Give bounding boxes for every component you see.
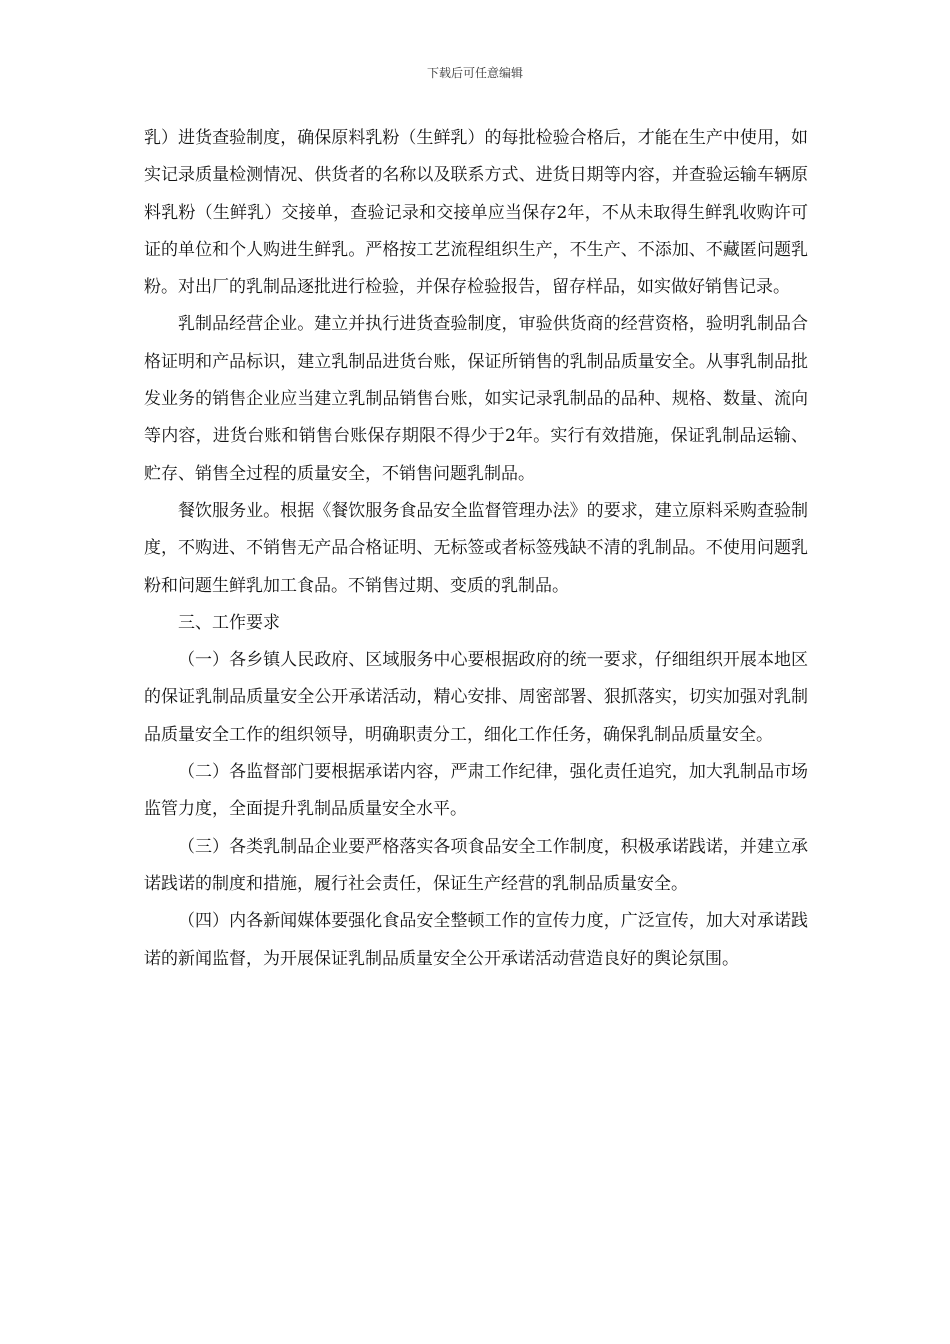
paragraph-dairy-retail: 乳制品经营企业。建立并执行进货查验制度，审验供货商的经营资格，验明乳制品合格证明和产品标识，建立乳制品进货台账，保证所销售的乳制品质量安全。从事乳制品批发业务的销售企业应当建立乳制品销售台账，如实记录乳制品的品种、规格、数量、流向等内容，进货台账和销售台账保存期限不得少于2年。实行有效措施，保证乳制品运输、贮存、销售全过程的质量安全，不销售问题乳制品。 [144, 314, 808, 484]
document-body [144, 120, 808, 978]
section-heading-requirements: 三、工作要求 [178, 612, 280, 633]
page-header: 下载后可任意编辑 [426, 66, 523, 80]
paragraph-requirement-4: （四）内各新闻媒体要强化食品安全整顿工作的宣传力度，广泛宣传，加大对承诺践诺的新闻监督，为开展保证乳制品质量安全公开承诺活动营造良好的舆论氛围。 [144, 911, 808, 969]
paragraph-requirement-1: （一）各乡镇人民政府、区域服务中心要根据政府的统一要求，仔细组织开展本地区的保证乳制品质量安全公开承诺活动，精心安排、周密部署、狠抓落实，切实加强对乳制品质量安全工作的组织领导，明确职责分工，细化工作任务，确保乳制品质量安全。 [144, 650, 808, 745]
paragraph-catering: 餐饮服务业。根据《餐饮服务食品安全监督管理办法》的要求，建立原料采购查验制度，不购进、不销售无产品合格证明、无标签或者标签残缺不清的乳制品。不使用问题乳粉和问题生鲜乳加工食品。不销售过期、变质的乳制品。 [144, 500, 808, 596]
paragraph-requirement-3: （三）各类乳制品企业要严格落实各项食品安全工作制度，积极承诺践诺，并建立承诺践诺的制度和措施，履行社会责任，保证生产经营的乳制品质量安全。 [144, 836, 808, 894]
paragraph-requirement-2: （二）各监督部门要根据承诺内容，严肃工作纪律，强化责任追究，加大乳制品市场监管力度，全面提升乳制品质量安全水平。 [144, 762, 808, 820]
paragraph-continuation: 乳）进货查验制度，确保原料乳粉（生鲜乳）的每批检验合格后，才能在生产中使用，如实记录质量检测情况、供货者的名称以及联系方式、进货日期等内容，并查验运输车辆原料乳粉（生鲜乳）交接单，查验记录和交接单应当保存2年，不从未取得生鲜乳收购许可证的单位和个人购进生鲜乳。严格按工艺流程组织生产，不生产、不添加、不藏匿问题乳粉。对出厂的乳制品逐批进行检验，并保存检验报告，留存样品，如实做好销售记录。 [144, 128, 808, 298]
